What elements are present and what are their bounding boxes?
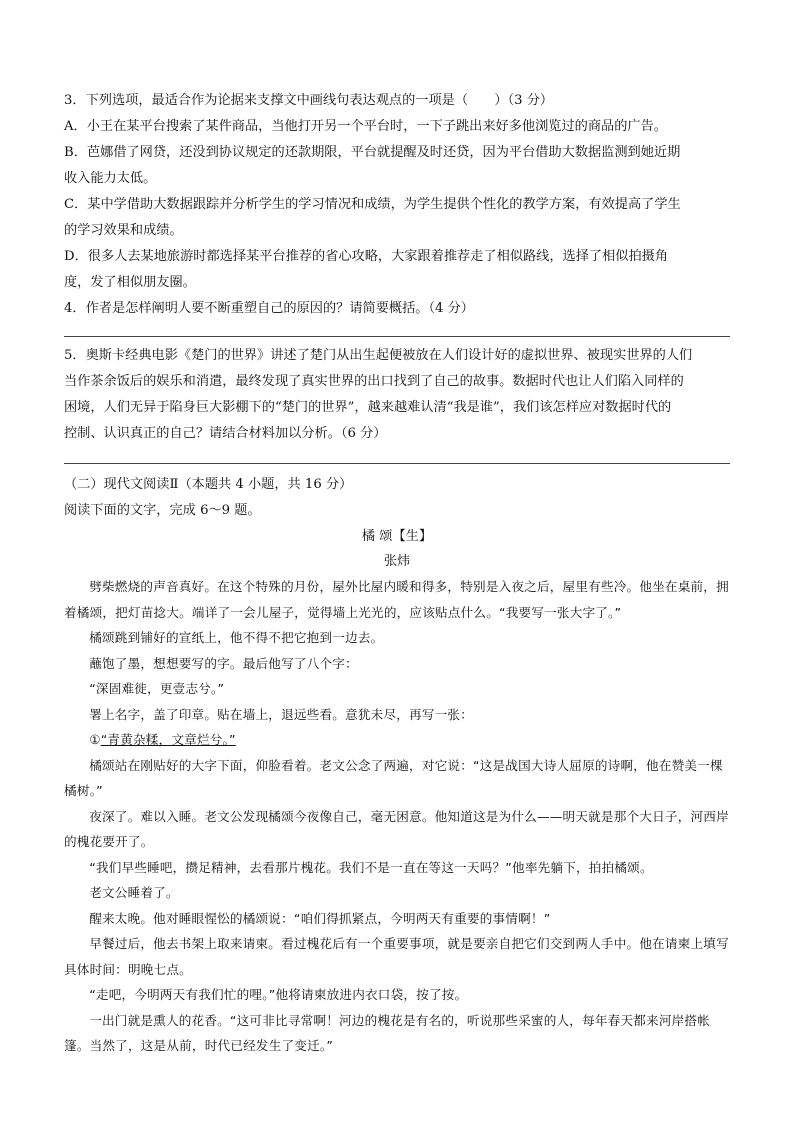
option-c-line-1: C．某中学借助大数据跟踪并分析学生的学习情况和成绩，为学生提供个性化的教学方案，有效提高了学生	[64, 197, 681, 212]
question-5-line-4: 控制、认识真正的自己？请结合材料加以分析。（6 分）	[64, 426, 387, 441]
underlined-sentence: “青黄杂糅，文章烂兮。”	[100, 732, 236, 747]
paragraph-7: 橘颂站在刚贴好的大字下面，仰脸看着。老文公念了两遍，对它说：“这是战国大诗人屈原的诗啊，他在赞美一棵橘树。”	[64, 757, 723, 798]
paragraph-3: 蘸饱了墨，想想要写的字。最后他写了八个字：	[89, 655, 358, 671]
option-b-line-2: 收入能力太低。	[64, 171, 157, 186]
marker-1: ①	[89, 732, 101, 747]
paragraph-8: 夜深了。难以入睡。老文公发现橘颂今夜像自己，毫无困意。他知道这是为什么——明天就是那个大日子，河西岸的槐花要开了。	[64, 808, 729, 849]
option-d-line-2: 度，发了相似朋友圈。	[64, 275, 196, 290]
question-5-line-1: 5．奥斯卡经典电影《楚门的世界》讲述了楚门从出生起便被放在人们设计好的虚拟世界、被现实世界的人们	[64, 348, 693, 363]
paragraph-11: 醒来太晚。他对睡眼惺忪的橘颂说：“咱们得抓紧点，今明两天有重要的事情啊！”	[89, 910, 551, 926]
section-2	[64, 472, 730, 1059]
option-b-line-1: B．芭娜借了网贷，还没到协议规定的还款期限，平台就提醒及时还贷，因为平台借助大数据监测到她近期	[64, 145, 681, 160]
paragraph-9: “我们早些睡吧，攒足精神，去看那片槐花。我们不是一直在等这一天吗？”他率先躺下，拍拍橘颂。	[89, 859, 653, 875]
question-3-stem: 3．下列选项，最适合作为论据来支撑文中画线句表达观点的一项是（ ）（3 分）	[64, 93, 554, 108]
question-5-line-3: 困境，人们无异于陷身巨大影棚下的“楚门的世界”，越来越难认清“我是谁”，我们该怎样应对数据时代的	[64, 400, 672, 415]
answer-line-q4	[64, 336, 730, 337]
option-a: A．小王在某平台搜索了某件商品，当他打开另一个平台时，一下子跳出来好多他浏览过的商品的广告。	[64, 119, 667, 134]
paragraph-13: “走吧，今明两天有我们忙的哩。”他将请柬放进内衣口袋，按了按。	[89, 987, 468, 1002]
paragraph-5: 署上名字，盖了印章。贴在墙上，退远些看。意犹未尽，再写一张：	[89, 706, 473, 722]
article-title: 橘 颂【生】	[361, 529, 433, 544]
question-5	[64, 343, 730, 447]
paragraph-12: 早餐过后，他去书架上取来请柬。看过槐花后有一个重要事项，就是要亲自把它们交到两人手中。他在请柬上填写具体时间：明晚七点。	[64, 936, 729, 977]
paragraph-6	[64, 727, 730, 753]
exam-page	[64, 88, 730, 1059]
section-heading: （二）现代文阅读Ⅱ（本题共 4 小题，共 16 分）	[64, 477, 353, 492]
paragraph-1: 劈柴燃烧的声音真好。在这个特殊的月份，屋外比屋内暖和得多，特别是入夜之后，屋里有些冷。他坐在桌前，拥着橘颂，把灯苗捻大。端详了一会儿屋子，觉得墙上光光的，应该贴点什么。“我要写一张大字了。”	[64, 579, 729, 620]
option-d-line-1: D．很多人去某地旅游时都选择某平台推荐的省心攻略，大家跟着推荐走了相似路线，选择了相似拍摄角	[64, 249, 669, 264]
option-c-line-2: 的学习效果和成绩。	[64, 223, 183, 238]
paragraph-10: 老文公睡着了。	[89, 885, 179, 900]
section-instruction: 阅读下面的文字，完成 6～9 题。	[64, 503, 261, 518]
paragraph-2: 橘颂跳到铺好的宣纸上，他不得不把它抱到一边去。	[89, 630, 384, 645]
question-4: 4．作者是怎样阐明人要不断重塑自己的原因的？请简要概括。（4 分）	[64, 301, 474, 316]
answer-line-q5	[64, 463, 730, 464]
article-author: 张炜	[383, 554, 411, 569]
question-5-line-2: 当作茶余饭后的娱乐和消遣，最终发现了真实世界的出口找到了自己的故事。数据时代也让人们陷入同样的	[64, 374, 684, 389]
paragraph-14: 一出门就是熏人的花香。“这可非比寻常啊！河边的槐花是有名的，听说那些采蜜的人，每年春天都来河岸搭帐篷。当然了，这是从前，时代已经发生了变迁。”	[64, 1012, 711, 1053]
paragraph-4: “深固难徙，更壹志兮。”	[89, 681, 225, 696]
